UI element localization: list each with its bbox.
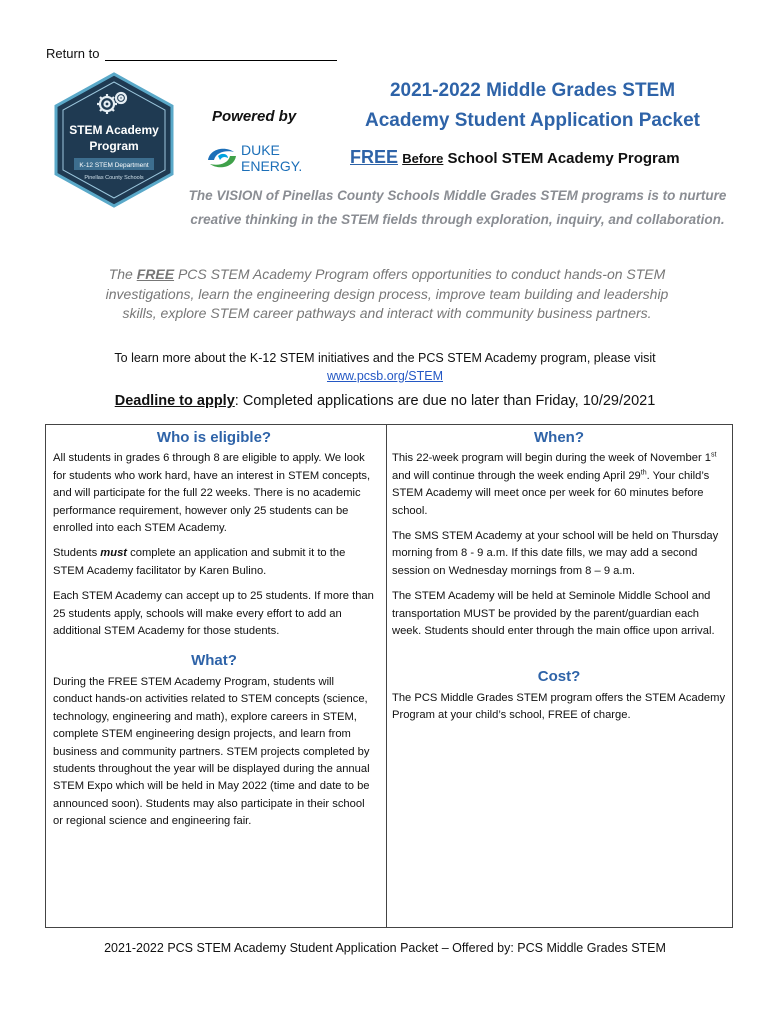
duke-energy-line2: ENERGY. (241, 158, 303, 174)
eligible-paragraph-2 (53, 545, 375, 580)
offer-body: PCS STEM Academy Program offers opportunities to conduct hands-on STEM investigations, learn the engineering design process, improve team building and leadership skills, explore STEM career pathways and interact with community business partners. (105, 266, 669, 321)
program-label: School STEM Academy Program (447, 150, 680, 167)
free-label: FREE (350, 147, 399, 167)
vision-statement: The VISION of Pinellas County Schools Middle Grades STEM programs is to nurture creative thinking in the STEM fields through exploration, inquiry, and collaboration. (188, 188, 727, 227)
stem-website-link[interactable]: www.pcsb.org/STEM (326, 369, 443, 383)
deadline-line (40, 393, 730, 409)
title-line1: 2021-2022 Middle Grades STEM (389, 80, 676, 101)
logo-line4: Pinellas County Schools (84, 175, 144, 181)
logo-line3: K-12 STEM Department (79, 162, 149, 169)
learn-more-body: To learn more about the K-12 STEM initiatives and the PCS STEM Academy program, please visit (114, 351, 656, 365)
info-table (45, 424, 733, 928)
left-column (53, 429, 375, 839)
when-p1-sup2: th (640, 469, 647, 477)
eligible-paragraph-3: Each STEM Academy can accept up to 25 students. If more than 25 students apply, schools will make every effort to add an additional STEM Academy for those students. (53, 590, 374, 638)
when-heading: When? (534, 429, 584, 446)
stem-academy-logo (52, 72, 176, 208)
what-heading: What? (191, 652, 237, 670)
duke-energy-logo (204, 140, 314, 174)
what-paragraph: During the FREE STEM Academy Program, students will conduct hands-on activities related to STEM concepts (science, technology, engineering and math), explore careers in STEM, complete STEM engineering design projects, and learn from business and community partners. STEM projects completed by students throughout the year will be displayed during the annual STEM Expo which will be held in May 2022 (time and date to be announced soon). Students may also participate in their school or regional science and engineering fair. (53, 675, 370, 828)
deadline-text: : Completed applications are due no later than Friday, 10/29/2021 (234, 393, 656, 409)
eligible-p2-must: must (100, 547, 128, 560)
when-p1-a: This 22-week program will begin during the week of November 1 (392, 452, 711, 465)
duke-energy-line1: DUKE (241, 142, 280, 158)
return-to-blank (105, 47, 337, 61)
eligible-p2-post: complete an application and submit it to the STEM Academy facilitator by Karen Bulino. (53, 547, 346, 577)
duke-energy-swirl-icon (208, 149, 236, 168)
offer-pre: The (108, 266, 133, 282)
logo-line2: Program (89, 139, 139, 153)
deadline-label: Deadline to apply (114, 393, 235, 409)
powered-by-label: Powered by (212, 108, 297, 125)
cost-heading: Cost? (537, 668, 581, 686)
program-offer-text (92, 265, 682, 324)
offer-free: FREE (136, 266, 175, 282)
when-p1-b: and will continue through the week ending April 29 (392, 469, 641, 482)
when-paragraph-3: The STEM Academy will be held at Seminole Middle School and transportation MUST be provided by the parent/guardian each week. Students should enter through the main office upon arrival. (392, 590, 715, 638)
page-title (340, 76, 725, 136)
when-paragraph-1 (392, 450, 726, 520)
eligible-paragraph-1: All students in grades 6 through 8 are eligible to apply. We look for students who work hard, have an interest in STEM concepts, and will participate for the full 22 weeks. There is no academic performance requirement, however only 25 students can be enrolled into each STEM Academy. (53, 452, 371, 535)
learn-more-text (40, 349, 730, 385)
return-to-label: Return to (46, 46, 100, 61)
when-p1-sup1: st (711, 451, 717, 459)
eligible-heading: Who is eligible? (156, 429, 272, 446)
right-column (392, 429, 726, 733)
logo-line1: STEM Academy (69, 123, 159, 137)
when-paragraph-2: The SMS STEM Academy at your school will be held on Thursday morning from 8 - 9 a.m. If this date fills, we may add a second session on Wednesday mornings from 8 – 9 a.m. (392, 530, 719, 577)
before-label: Before (402, 151, 444, 166)
title-line2: Academy Student Application Packet (364, 110, 701, 131)
return-to-line (46, 46, 337, 61)
eligible-p2-pre: Students (53, 547, 98, 560)
page-footer: 2021-2022 PCS STEM Academy Student Application Packet – Offered by: PCS Middle Grades STEM (104, 941, 666, 955)
program-subtitle (350, 147, 680, 168)
column-divider (386, 425, 387, 927)
when-p1-c: . Your child’s STEM Academy will meet once per week for 60 minutes before school. (392, 469, 710, 517)
cost-paragraph: The PCS Middle Grades STEM program offers the STEM Academy Program at your child’s school, FREE of charge. (392, 691, 726, 722)
